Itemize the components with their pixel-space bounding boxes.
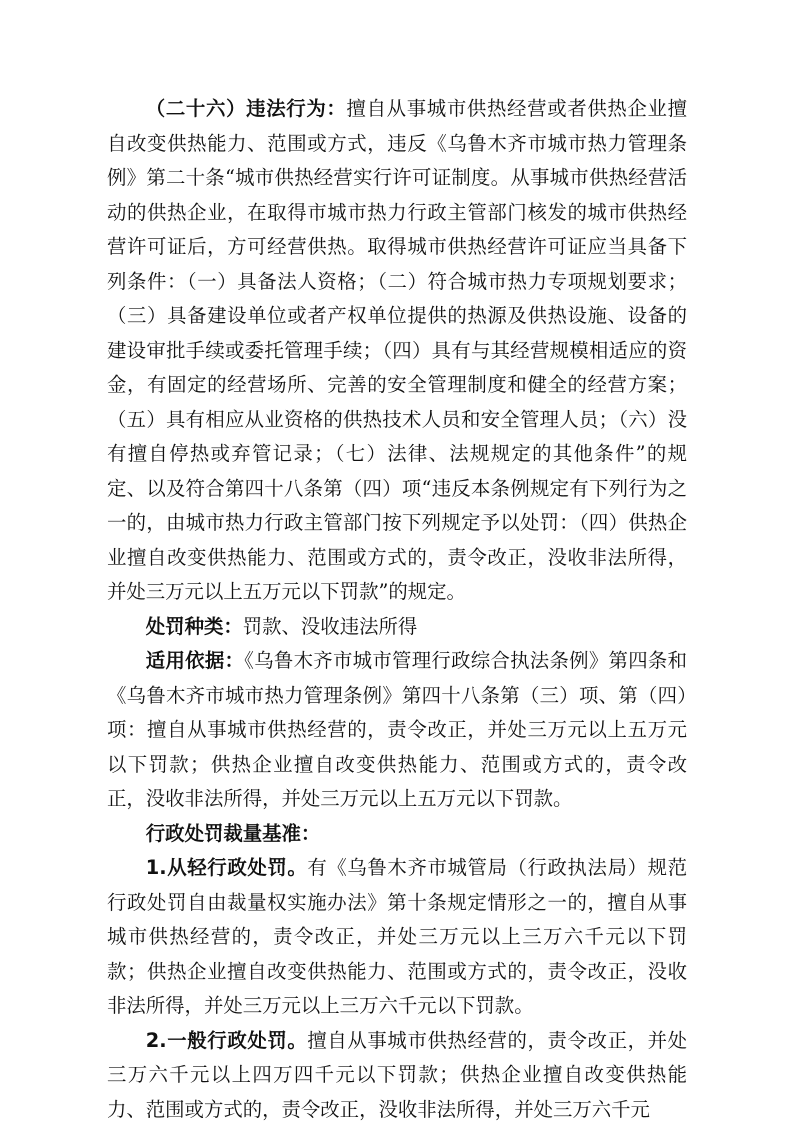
paragraph-discretion-standard <box>107 817 687 852</box>
general-penalty-text: 擅自从事城市供热经营的，责令改正，并处三万六千元以上四万四千元以下罚款；供热企业擅自改变供热能力、范围或方式的，责令改正，没收非法所得，并处三万六千元 <box>107 1029 687 1121</box>
illegal-act-text: 擅自从事城市供热经营或者供热企业擅自改变供热能力、范围或方式，违反《乌鲁木齐市城市热力管理条例》第二十条“城市供热经营实行许可证制度。从事城市供热经营活动的供热企业，在取得市城市热力行政主管部门核发的城市供热经营许可证后，方可经营供热。取得城市供热经营许可证应当具备下列条件：（一）具备法人资格；（二）符合城市热力专项规划要求；（三）具备建设单位或者产权单位提供的热源及供热设施、设备的建设审批手续或委托管理手续；（四）具有与其经营规模相适应的资金，有固定的经营场所、完善的安全管理制度和健全的经营方案；（五）具有相应从业资格的供热技术人员和安全管理人员；（六）没有擅自停热或弃管记录；（七）法律、法规规定的其他条件”的规定、以及符合第四十八条第（四）项“违反本条例规定有下列行为之一的，由城市热力行政主管部门按下列规定予以处罚：（四）供热企业擅自改变供热能力、范围或方式的，责令改正，没收非法所得，并处三万元以上五万元以下罚款”的规定。 <box>107 97 687 603</box>
light-penalty-text: 有《乌鲁木齐市城管局（行政执法局）规范行政处罚自由裁量权实施办法》第十条规定情形之一的，擅自从事城市供热经营的，责令改正，并处三万元以上三万六千元以下罚款；供热企业擅自改变供热能力、范围或方式的，责令改正，没收非法所得，并处三万元以上三万六千元以下罚款。 <box>107 856 687 1017</box>
penalty-type-text: 罚款、没收违法所得 <box>243 615 418 638</box>
general-penalty-heading: 2.一般行政处罚。 <box>146 1029 308 1052</box>
illegal-act-heading: （二十六）违法行为： <box>146 97 347 120</box>
paragraph-light-penalty <box>107 851 687 1024</box>
light-penalty-heading: 1.从轻行政处罚。 <box>146 856 308 879</box>
legal-basis-heading: 适用依据： <box>146 649 244 672</box>
legal-basis-text: 《乌鲁木齐市城市管理行政综合执法条例》第四条和《乌鲁木齐市城市热力管理条例》第四十八条第（三）项、第（四）项：擅自从事城市供热经营的，责令改正，并处三万元以上五万元以下罚款；供热企业擅自改变供热能力、范围或方式的，责令改正，没收非法所得，并处三万元以上五万元以下罚款。 <box>107 649 687 810</box>
paragraph-legal-basis <box>107 644 687 817</box>
paragraph-penalty-type <box>107 610 687 645</box>
discretion-standard-heading: 行政处罚裁量基准： <box>146 822 321 845</box>
document-body <box>107 92 687 1127</box>
paragraph-illegal-act <box>107 92 687 610</box>
paragraph-general-penalty <box>107 1024 687 1127</box>
penalty-type-heading: 处罚种类： <box>146 615 243 638</box>
